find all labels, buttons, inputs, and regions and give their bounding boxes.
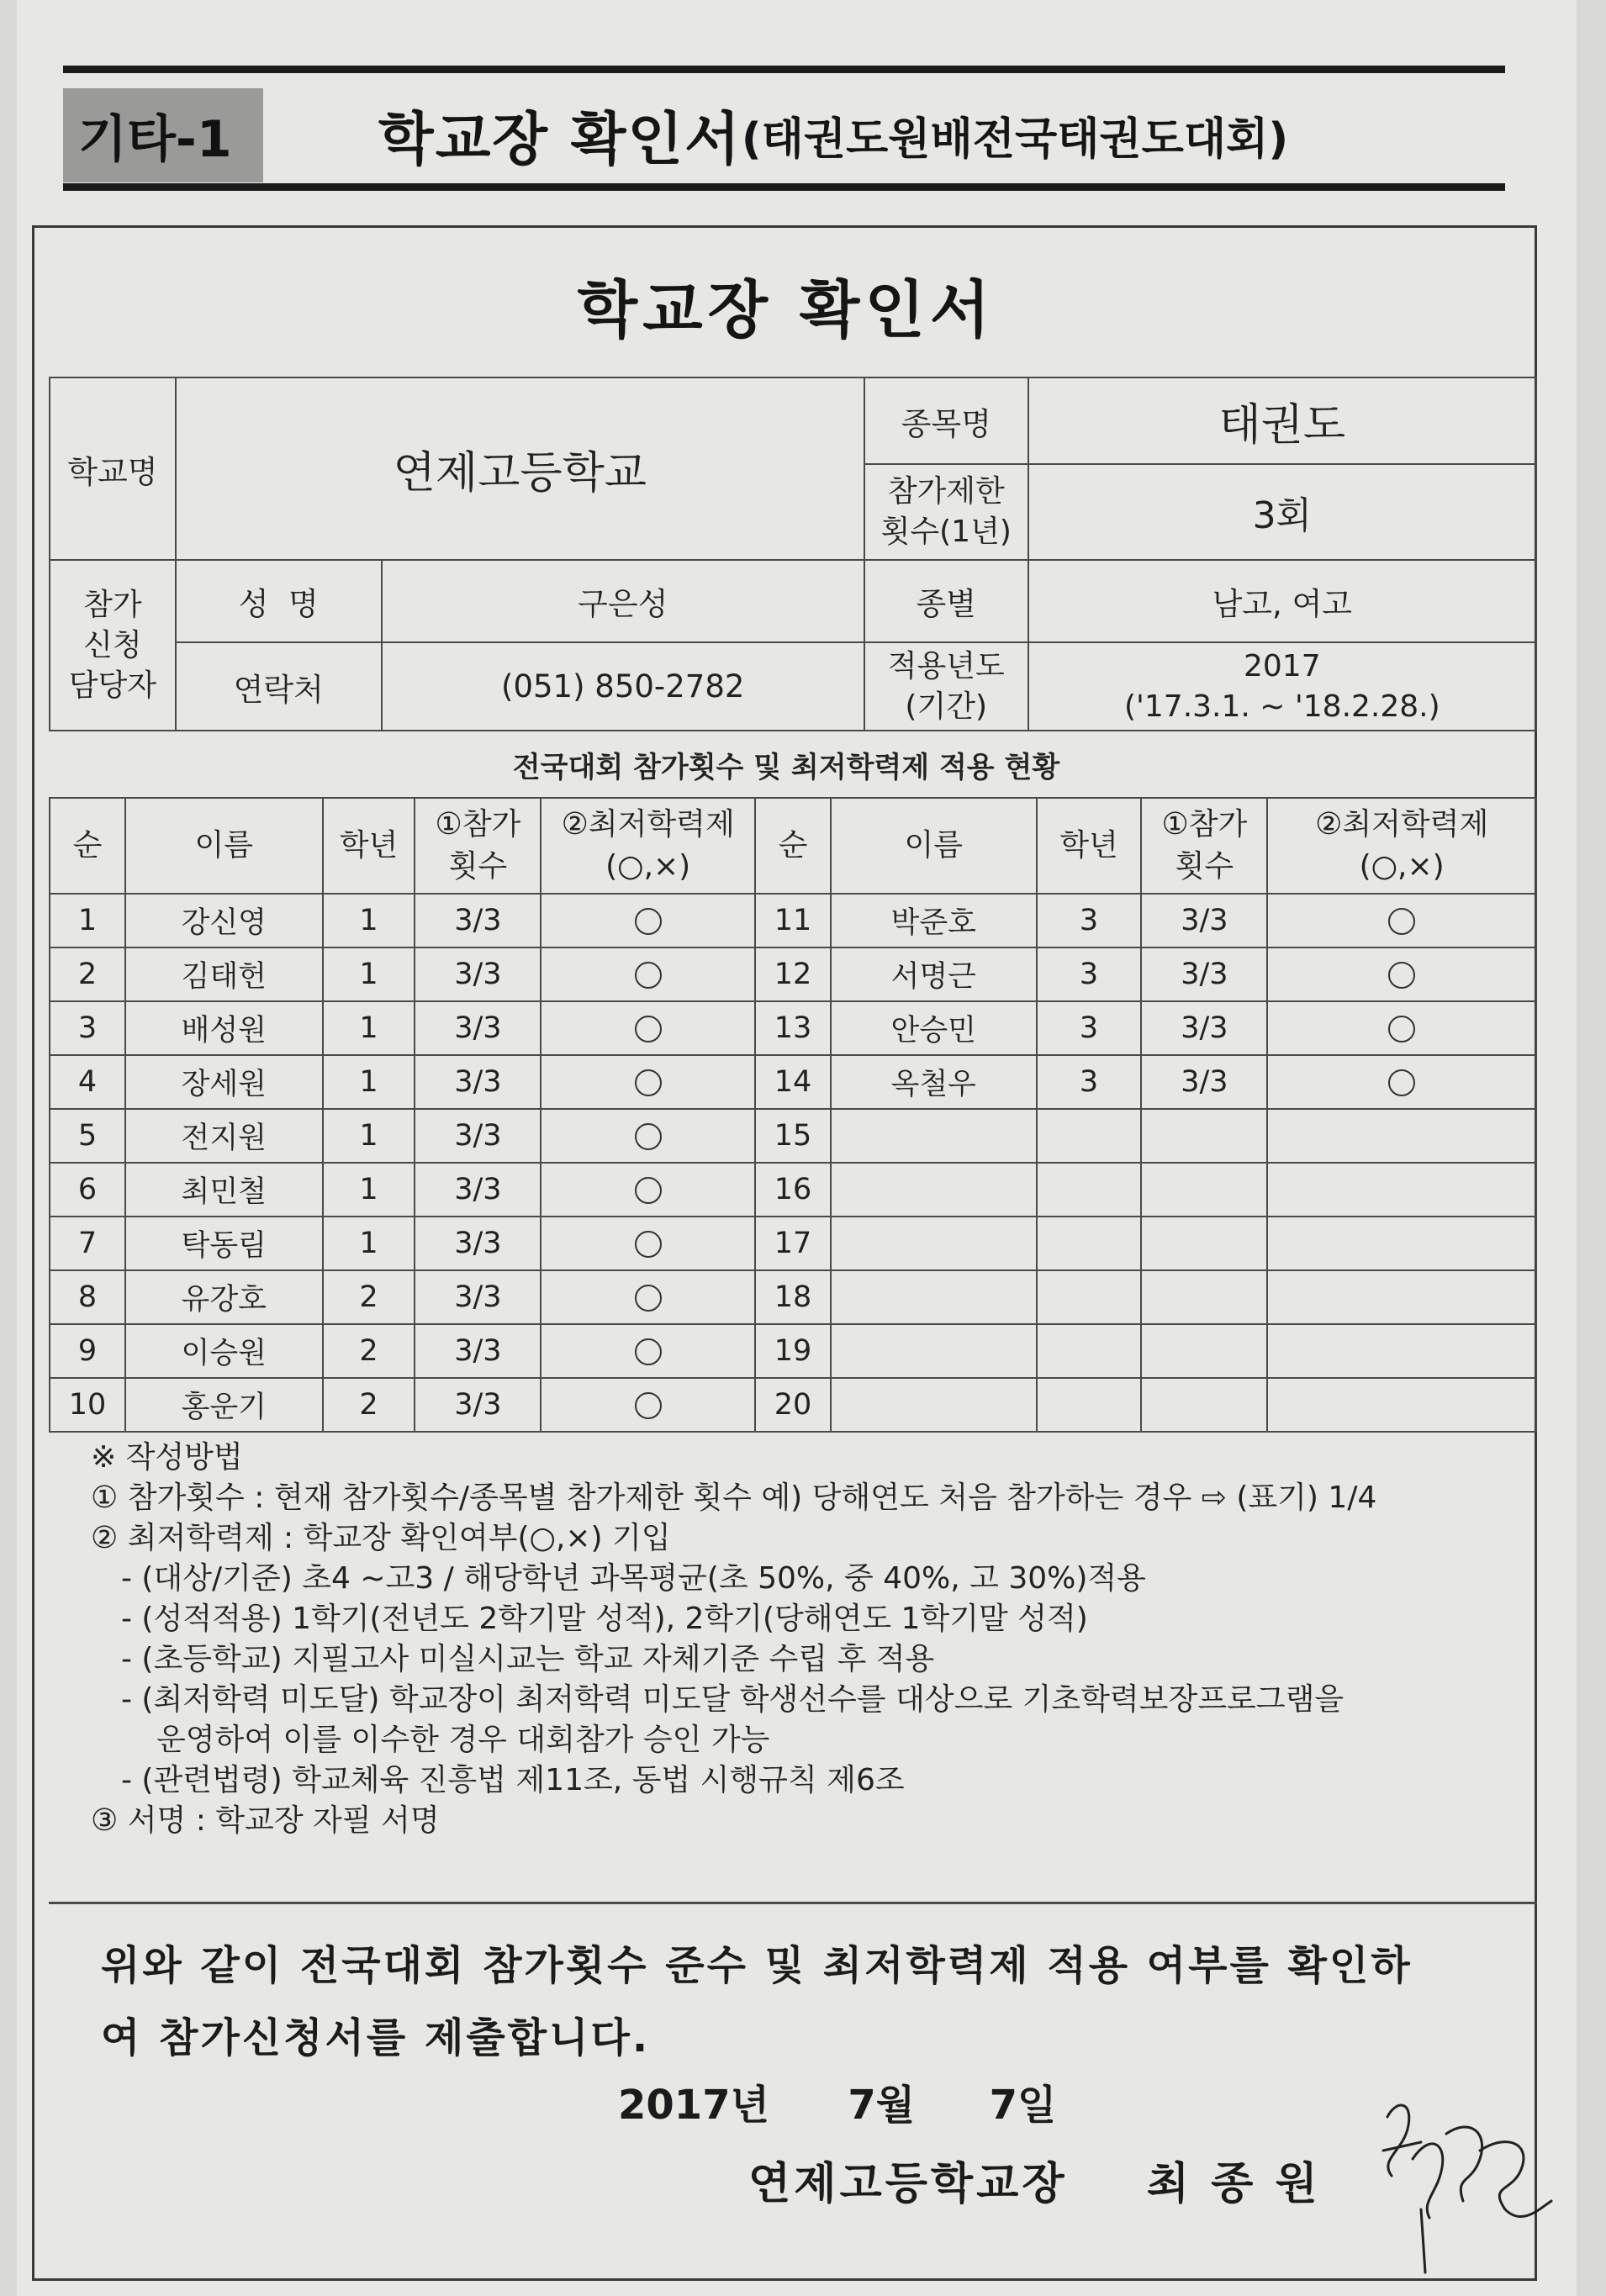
row-name-2: 서명근: [831, 947, 1037, 1001]
name-label: 성 명: [176, 560, 382, 642]
row-min-2: [1267, 1217, 1536, 1270]
row-no-2: 16: [755, 1163, 831, 1217]
school-value: 연제고등학교: [176, 377, 864, 560]
col-grade-2: 학년: [1037, 798, 1142, 894]
row-grade: 1: [323, 1001, 415, 1055]
table-row: [50, 1109, 1536, 1163]
roster-table: [49, 797, 1537, 1433]
row-no: 1: [50, 894, 125, 947]
date-year: 2017년: [618, 2082, 769, 2129]
row-name-2: 옥철우: [831, 1055, 1037, 1109]
col-name: 이름: [125, 798, 323, 894]
circle-mark: [635, 1016, 662, 1042]
header-title: [378, 92, 1288, 177]
row-count: 3/3: [415, 1163, 541, 1217]
signer-title: 연제고등학교장: [748, 2159, 1068, 2209]
declaration: [101, 1929, 1530, 2074]
limit-value: 3회: [1028, 464, 1536, 560]
row-min: [541, 947, 755, 1001]
category-label: 종별: [864, 560, 1028, 642]
row-name: 배성원: [125, 1001, 323, 1055]
document-sheet: [17, 0, 1577, 2296]
instruction-2d-cont: 운영하여 이를 이수한 경우 대회참가 승인 가능: [156, 1723, 770, 1757]
table-row: [50, 947, 1536, 1001]
row-no: 10: [50, 1378, 125, 1432]
row-no: 8: [50, 1270, 125, 1324]
row-no: 5: [50, 1109, 125, 1163]
instruction-2c: - (초등학교) 지필고사 미실시교는 학교 자체기준 수립 후 적용: [121, 1642, 935, 1676]
row-grade-2: [1037, 1324, 1142, 1378]
row-no-2: 17: [755, 1217, 831, 1270]
year-label: 적용년도 (기간): [864, 642, 1028, 731]
row-grade-2: [1037, 1109, 1142, 1163]
category-value: 남고, 여고: [1028, 560, 1536, 642]
row-min-2: [1267, 1163, 1536, 1217]
row-min-2: [1267, 1109, 1536, 1163]
signer: [748, 2148, 1321, 2211]
row-count-2: 3/3: [1141, 1055, 1267, 1109]
row-count-2: 3/3: [1141, 894, 1267, 947]
table-row: [50, 1378, 1536, 1432]
row-no-2: 19: [755, 1324, 831, 1378]
row-min: [541, 1109, 755, 1163]
handwritten-signature: [1362, 2083, 1564, 2277]
row-count: 3/3: [415, 947, 541, 1001]
date-month: 7월: [848, 2082, 916, 2129]
declaration-line-1: 위와 같이 전국대회 참가횟수 준수 및 최저학력제 적용 여부를 확인하: [101, 1942, 1413, 1989]
row-no-2: 11: [755, 894, 831, 947]
table-row: [50, 1001, 1536, 1055]
instruction-2a: - (대상/기준) 초4 ~고3 / 해당학년 과목평균(초 50%, 중 40%, 고 30%)적용: [121, 1561, 1146, 1596]
table-row: [50, 1163, 1536, 1217]
row-no-2: 12: [755, 947, 831, 1001]
row-grade-2: 3: [1037, 947, 1142, 1001]
row-count-2: [1141, 1378, 1267, 1432]
row-grade-2: [1037, 1163, 1142, 1217]
row-min: [541, 1270, 755, 1324]
row-count: 3/3: [415, 1055, 541, 1109]
header-rule-bottom: [63, 183, 1505, 191]
signer-name: 최 종 원: [1146, 2159, 1321, 2209]
roster-caption: 전국대회 참가횟수 및 최저학력제 적용 현황: [512, 751, 1060, 784]
row-no: 2: [50, 947, 125, 1001]
period-value: ('17.3.1. ~ '18.2.28.): [1123, 689, 1440, 724]
col-no: 순: [50, 798, 125, 894]
row-name: 이승원: [125, 1324, 323, 1378]
row-min-2: [1267, 1324, 1536, 1378]
row-no: 4: [50, 1055, 125, 1109]
row-name: 장세원: [125, 1055, 323, 1109]
row-count-2: [1141, 1109, 1267, 1163]
row-grade: 1: [323, 1109, 415, 1163]
divider: [49, 1902, 1537, 1904]
instructions-title: ※ 작성방법: [91, 1440, 243, 1475]
header-title-sub: (태권도원배전국태권도대회): [741, 113, 1289, 165]
table-row: [50, 1324, 1536, 1378]
info-table: [49, 377, 1537, 731]
header-title-main: 학교장 확인서: [378, 106, 742, 173]
row-count: 3/3: [415, 1001, 541, 1055]
circle-mark: [635, 1123, 662, 1150]
row-no-2: 20: [755, 1378, 831, 1432]
table-row: [50, 1270, 1536, 1324]
declaration-line-2: 여 참가신청서를 제출합니다.: [101, 2014, 651, 2061]
row-count-2: 3/3: [1141, 947, 1267, 1001]
instruction-2e: - (관련법령) 학교체육 진흥법 제11조, 동법 시행규칙 제6조: [121, 1763, 905, 1797]
row-name-2: [831, 1270, 1037, 1324]
row-min-2: [1267, 947, 1536, 1001]
instruction-3: ③ 서명 : 학교장 자필 서명: [91, 1803, 440, 1838]
row-min-2: [1267, 1001, 1536, 1055]
row-name: 탁동림: [125, 1217, 323, 1270]
row-min: [541, 1163, 755, 1217]
row-count: 3/3: [415, 894, 541, 947]
row-count: 3/3: [415, 1270, 541, 1324]
row-min-2: [1267, 1055, 1536, 1109]
year-value: 2017: [1244, 648, 1321, 684]
instructions: [91, 1438, 1537, 1841]
row-name: 강신영: [125, 894, 323, 947]
row-no: 6: [50, 1163, 125, 1217]
row-name-2: [831, 1163, 1037, 1217]
circle-mark: [1388, 1069, 1415, 1096]
row-grade: 1: [323, 1163, 415, 1217]
row-name-2: [831, 1324, 1037, 1378]
row-grade: 1: [323, 1217, 415, 1270]
circle-mark: [1388, 962, 1415, 989]
row-name: 전지원: [125, 1109, 323, 1163]
col-name-2: 이름: [831, 798, 1037, 894]
roster-header-row: [50, 798, 1536, 894]
circle-mark: [1388, 1016, 1415, 1042]
table-row: [50, 1055, 1536, 1109]
circle-mark: [635, 1338, 662, 1365]
school-label: 학교명: [50, 377, 176, 560]
limit-label: 참가제한 횟수(1년): [864, 464, 1028, 560]
row-grade-2: 3: [1037, 894, 1142, 947]
row-grade-2: 3: [1037, 1001, 1142, 1055]
instruction-2d: - (최저학력 미도달) 학교장이 최저학력 미도달 학생선수를 대상으로 기초학력보장프로그램을: [121, 1682, 1344, 1717]
circle-mark: [635, 908, 662, 935]
row-grade: 2: [323, 1270, 415, 1324]
row-min: [541, 1217, 755, 1270]
row-count: 3/3: [415, 1378, 541, 1432]
row-min-2: [1267, 894, 1536, 947]
circle-mark: [635, 1285, 662, 1312]
circle-mark: [635, 1069, 662, 1096]
row-grade-2: [1037, 1217, 1142, 1270]
declaration-date: [618, 2072, 1056, 2130]
circle-mark: [635, 1392, 662, 1419]
row-min: [541, 1378, 755, 1432]
row-name-2: [831, 1378, 1037, 1432]
document-title: 학교장 확인서: [577, 274, 996, 346]
row-grade-2: [1037, 1270, 1142, 1324]
instruction-1: ① 참가횟수 : 현재 참가횟수/종목별 참가제한 횟수 예) 당해연도 처음 참가하는 경우 ⇨ (표기) 1/4: [91, 1481, 1377, 1515]
row-name: 최민철: [125, 1163, 323, 1217]
row-grade: 1: [323, 947, 415, 1001]
contact-value: (051) 850-2782: [382, 642, 864, 731]
applicant-label: 참가 신청 담당자: [50, 560, 176, 731]
row-min-2: [1267, 1270, 1536, 1324]
row-min-2: [1267, 1378, 1536, 1432]
col-min-2: ②최저학력제 (○,×): [1267, 798, 1536, 894]
row-name-2: [831, 1109, 1037, 1163]
circle-mark: [635, 962, 662, 989]
row-grade-2: 3: [1037, 1055, 1142, 1109]
row-grade-2: [1037, 1378, 1142, 1432]
row-min: [541, 1324, 755, 1378]
row-count: 3/3: [415, 1324, 541, 1378]
event-value: 태권도: [1028, 377, 1536, 464]
row-grade: 2: [323, 1324, 415, 1378]
row-no: 9: [50, 1324, 125, 1378]
row-count: 3/3: [415, 1109, 541, 1163]
instruction-2b: - (성적적용) 1학기(전년도 2학기말 성적), 2학기(당해연도 1학기말 성적): [121, 1602, 1088, 1636]
row-count-2: [1141, 1217, 1267, 1270]
header-label: 기타-1: [63, 88, 263, 182]
row-no-2: 13: [755, 1001, 831, 1055]
row-grade: 1: [323, 894, 415, 947]
circle-mark: [1388, 908, 1415, 935]
row-no: 7: [50, 1217, 125, 1270]
circle-mark: [635, 1177, 662, 1204]
row-name-2: 박준호: [831, 894, 1037, 947]
col-count: ①참가 횟수: [415, 798, 541, 894]
date-day: 7일: [989, 2082, 1057, 2129]
row-name-2: [831, 1217, 1037, 1270]
row-name-2: 안승민: [831, 1001, 1037, 1055]
table-row: [50, 894, 1536, 947]
instruction-2: ② 최저학력제 : 학교장 확인여부(○,×) 기입: [91, 1521, 671, 1555]
row-name: 홍운기: [125, 1378, 323, 1432]
col-count-2: ①참가 횟수: [1141, 798, 1267, 894]
row-count-2: [1141, 1270, 1267, 1324]
row-count-2: 3/3: [1141, 1001, 1267, 1055]
row-min: [541, 1001, 755, 1055]
row-name: 김태헌: [125, 947, 323, 1001]
event-label: 종목명: [864, 377, 1028, 464]
row-no-2: 18: [755, 1270, 831, 1324]
row-min: [541, 894, 755, 947]
row-min: [541, 1055, 755, 1109]
row-no-2: 14: [755, 1055, 831, 1109]
row-count-2: [1141, 1163, 1267, 1217]
col-no-2: 순: [755, 798, 831, 894]
circle-mark: [635, 1231, 662, 1258]
row-count-2: [1141, 1324, 1267, 1378]
row-name: 유강호: [125, 1270, 323, 1324]
col-min: ②최저학력제 (○,×): [541, 798, 755, 894]
header-rule-top: [63, 66, 1505, 73]
contact-label: 연락처: [176, 642, 382, 731]
row-grade: 2: [323, 1378, 415, 1432]
row-grade: 1: [323, 1055, 415, 1109]
row-no-2: 15: [755, 1109, 831, 1163]
name-value: 구은성: [382, 560, 864, 642]
col-grade: 학년: [323, 798, 415, 894]
year-cell: [1028, 642, 1536, 731]
row-no: 3: [50, 1001, 125, 1055]
row-count: 3/3: [415, 1217, 541, 1270]
table-row: [50, 1217, 1536, 1270]
